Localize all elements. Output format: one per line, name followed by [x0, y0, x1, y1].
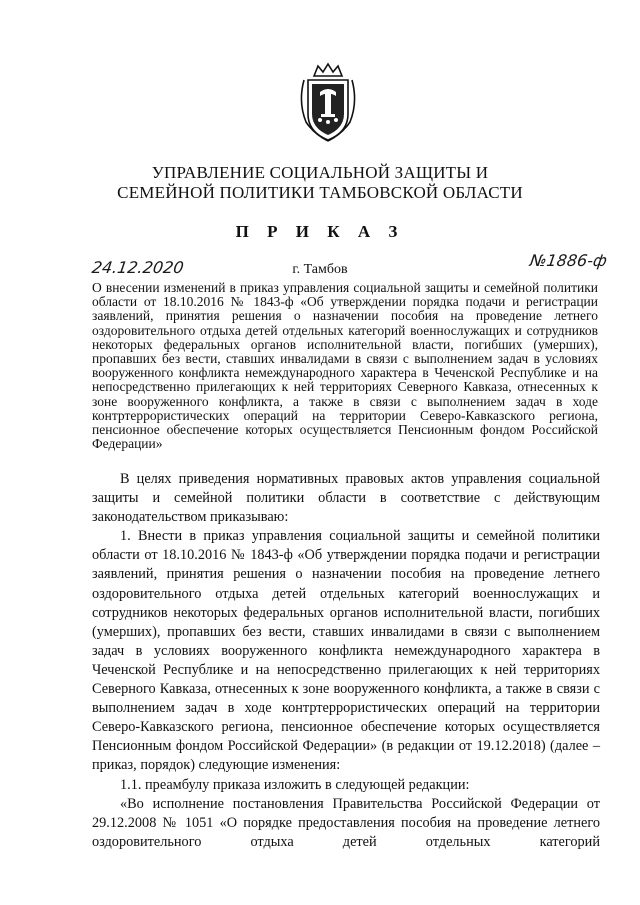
- coat-of-arms-emblem: [296, 62, 360, 142]
- order-subject: [92, 281, 598, 451]
- org-line-2: СЕМЕЙНОЙ ПОЛИТИКИ ТАМБОВСКОЙ ОБЛАСТИ: [117, 183, 523, 202]
- organization-name: [0, 163, 640, 203]
- order-body: [92, 470, 600, 852]
- intro-paragraph: В целях приведения нормативных правовых актов управления социальной защиты и семейной политики области в соответствие с действующим законодательством приказываю:: [92, 471, 600, 526]
- subject-text: О внесении изменений в приказ управления социальной защиты и семейной политики области от 18.10.2016 № 1843-ф «Об утверждении порядка подачи и регистрации заявлений, принятия решения о назначении пособия на проведение летнего оздоровительного отдыха детей отдельных категорий военнослужащих и сотрудников некоторых федеральных органов исполнительной власти, погибших (умерших), пропавших без вести, ставших инвалидами в связи с выполнением задач в условиях вооруженного конфликта немеждународного характера в Чеченской Республике и на непосредственно прилегающих к ней территориях Северного Кавказа, отнесенных к зоне вооруженного конфликта, а также в связи с выполнением задач в ходе контртеррористических операций на территории Северо-Кавказского региона, пенсионное обеспечение которых осуществляется Пенсионным фондом Российской Федерации»: [92, 280, 598, 452]
- handwritten-date: 24.12.2020: [90, 258, 185, 277]
- quote-paragraph: «Во исполнение постановления Правительства Российской Федерации от 29.12.2008 № 1051 «О порядке предоставления пособия на проведение летнего оздоровительного отдыха детей отдельных категорий: [92, 795, 600, 850]
- city-label: г. Тамбов: [292, 262, 348, 277]
- document-type-title: П Р И К А З: [235, 222, 405, 241]
- item-1-paragraph: 1. Внести в приказ управления социальной защиты и семейной политики области от 18.10.2016 № 1843-ф «Об утверждении порядка подачи и регистрации заявлений, принятия решения о назначении пособия на проведение летнего оздоровительного отдыха детей отдельных категорий военнослужащих и сотрудников некоторых федеральных органов исполнительной власти, погибших (умерших), пропавших без вести, ставших инвалидами в связи с выполнением задач в условиях вооруженного конфликта немеждународного характера в Чеченской Республике и на непосредственно прилегающих к ней территориях Северного Кавказа, отнесенных к зоне вооруженного конфликта, а также в связи с выполнением задач в ходе контртеррористических операций на территории Северо-Кавказского региона, пенсионное обеспечение которых осуществляется Пенсионным фондом Российской Федерации» (в редакции от 19.12.2018) (далее – приказ, порядок) следующие изменения:: [92, 528, 600, 774]
- org-line-1: УПРАВЛЕНИЕ СОЦИАЛЬНОЙ ЗАЩИТЫ И: [151, 163, 489, 182]
- item-1-1-paragraph: 1.1. преамбулу приказа изложить в следующей редакции:: [120, 776, 470, 793]
- handwritten-order-number: №1886-ф: [528, 251, 609, 270]
